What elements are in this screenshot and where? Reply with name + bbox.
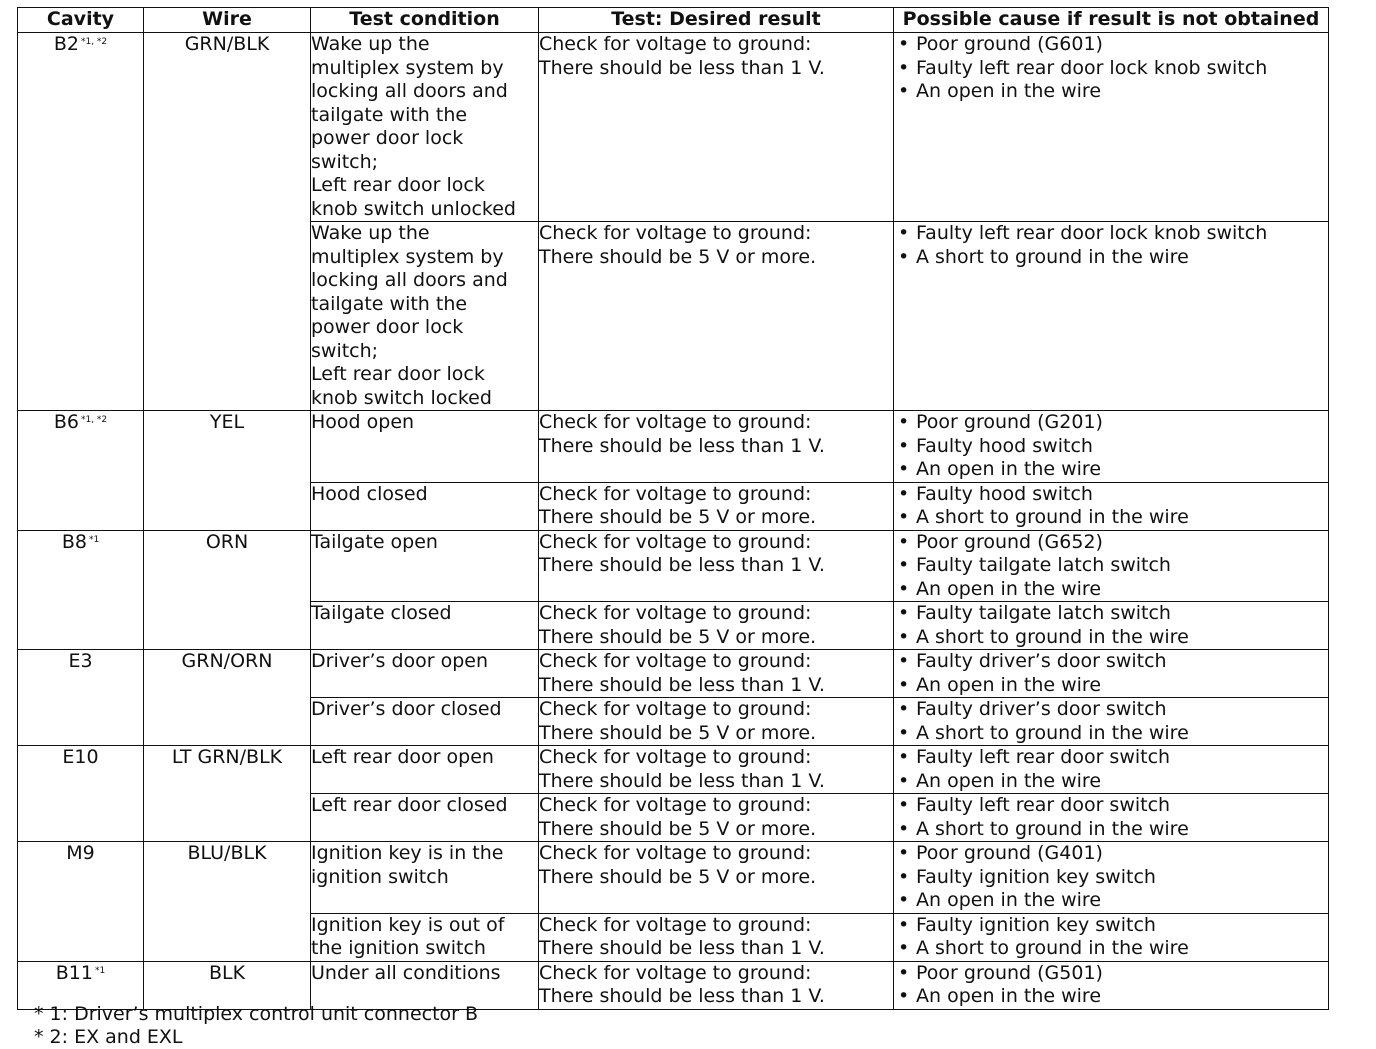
header-desired-result: Test: Desired result	[539, 8, 894, 33]
cause-list	[894, 602, 1328, 649]
cavity-cell	[18, 842, 144, 962]
cause-item: • Faulty ignition key switch	[894, 914, 1328, 938]
cavity-cell	[18, 33, 144, 411]
cause-item: • An open in the wire	[894, 674, 1328, 698]
desired-result-cell	[539, 602, 894, 650]
desired-result-line: Check for voltage to ground:	[539, 482, 812, 505]
possible-cause-cell	[894, 530, 1329, 602]
desired-result-cell	[539, 530, 894, 602]
desired-result-line: There should be 5 V or more.	[539, 625, 817, 648]
wire-cell: LT GRN/BLK	[144, 746, 311, 842]
diagnostic-table	[17, 7, 1329, 1010]
cause-item: • A short to ground in the wire	[894, 246, 1328, 270]
desired-result-line: There should be 5 V or more.	[539, 506, 817, 528]
wire-cell: GRN/ORN	[144, 650, 311, 746]
test-condition-cell	[311, 602, 539, 650]
cause-list	[894, 531, 1328, 602]
desired-result-line: There should be 5 V or more.	[539, 721, 817, 744]
desired-result-cell	[539, 482, 894, 530]
test-condition-line: Hood closed	[311, 482, 428, 505]
test-condition-cell	[311, 33, 539, 222]
cause-item: • Poor ground (G652)	[894, 531, 1328, 555]
desired-result-cell	[539, 222, 894, 411]
footnote-line: * 1: Driver’s multiplex control unit connector B	[34, 1003, 479, 1025]
desired-result-line: There should be less than 1 V.	[539, 769, 825, 792]
header-test-condition: Test condition	[311, 8, 539, 33]
cavity-cell	[18, 411, 144, 531]
possible-cause-cell	[894, 794, 1329, 842]
desired-result-line: There should be less than 1 V.	[539, 937, 825, 959]
cavity-cell	[18, 530, 144, 650]
desired-result-line: Check for voltage to ground:	[539, 222, 812, 244]
possible-cause-cell	[894, 33, 1329, 222]
cause-list	[894, 746, 1328, 793]
cause-list	[894, 914, 1328, 961]
test-condition-line: tailgate with the	[311, 103, 468, 126]
test-condition-cell	[311, 698, 539, 746]
desired-result-line: There should be 5 V or more.	[539, 817, 817, 840]
table-row	[18, 411, 1329, 483]
test-condition-line: Under all conditions	[311, 961, 501, 984]
desired-result-line: Check for voltage to ground:	[539, 530, 812, 553]
test-condition-line: knob switch locked	[311, 386, 492, 409]
desired-result-line: Check for voltage to ground:	[539, 913, 812, 936]
test-condition-line: multiplex system by	[311, 245, 504, 268]
cause-item: • Faulty left rear door lock knob switch	[894, 57, 1328, 81]
test-condition-line: locking all doors and	[311, 80, 508, 102]
cause-list	[894, 222, 1328, 269]
footnotes	[34, 1003, 478, 1049]
cause-item: • Faulty driver’s door switch	[894, 650, 1328, 674]
cause-item: • An open in the wire	[894, 985, 1328, 1009]
table-body	[18, 33, 1329, 1010]
cause-item: • Poor ground (G501)	[894, 962, 1328, 986]
wire-cell: BLK	[144, 961, 311, 1009]
cause-item: • Faulty tailgate latch switch	[894, 602, 1328, 626]
footnote-line: * 2: EX and EXL	[34, 1026, 183, 1048]
test-condition-line: Hood open	[311, 411, 415, 433]
test-condition-line: power door lock	[311, 127, 464, 149]
test-condition-cell	[311, 222, 539, 411]
desired-result-line: Check for voltage to ground:	[539, 411, 812, 433]
test-condition-line: Tailgate open	[311, 530, 438, 553]
desired-result-line: Check for voltage to ground:	[539, 650, 812, 672]
test-condition-cell	[311, 530, 539, 602]
cause-item: • A short to ground in the wire	[894, 506, 1328, 530]
header-possible-cause: Possible cause if result is not obtained	[894, 8, 1329, 33]
test-condition-line: multiplex system by	[311, 56, 504, 79]
test-condition-line: Driver’s door closed	[311, 698, 502, 720]
cause-item: • An open in the wire	[894, 770, 1328, 794]
possible-cause-cell	[894, 961, 1329, 1009]
cause-item: • A short to ground in the wire	[894, 937, 1328, 961]
test-condition-line: the ignition switch	[311, 937, 486, 959]
header-wire: Wire	[144, 8, 311, 33]
cause-item: • Faulty left rear door lock knob switch	[894, 222, 1328, 246]
cause-item: • A short to ground in the wire	[894, 722, 1328, 746]
possible-cause-cell	[894, 650, 1329, 698]
possible-cause-cell	[894, 222, 1329, 411]
cavity-cell	[18, 961, 144, 1009]
test-condition-cell	[311, 913, 539, 961]
desired-result-line: Check for voltage to ground:	[539, 746, 812, 768]
desired-result-line: Check for voltage to ground:	[539, 602, 812, 624]
test-condition-line: switch;	[311, 339, 379, 362]
table-row	[18, 530, 1329, 602]
desired-result-line: There should be 5 V or more.	[539, 245, 817, 268]
test-condition-line: Ignition key is in the	[311, 842, 504, 864]
desired-result-line: Check for voltage to ground:	[539, 794, 812, 816]
table-row	[18, 961, 1329, 1009]
cause-list	[894, 794, 1328, 841]
desired-result-line: There should be less than 1 V.	[539, 56, 825, 79]
possible-cause-cell	[894, 602, 1329, 650]
cause-item: • Faulty ignition key switch	[894, 866, 1328, 890]
possible-cause-cell	[894, 913, 1329, 961]
desired-result-cell	[539, 698, 894, 746]
test-condition-cell	[311, 842, 539, 914]
test-condition-line: Left rear door lock	[311, 174, 485, 196]
cause-item: • An open in the wire	[894, 889, 1328, 913]
wire-cell: BLU/BLK	[144, 842, 311, 962]
header-cavity: Cavity	[18, 8, 144, 33]
cavity-label: E3	[68, 650, 93, 672]
cause-item: • Faulty left rear door switch	[894, 794, 1328, 818]
test-condition-cell	[311, 411, 539, 483]
desired-result-cell	[539, 746, 894, 794]
wire-cell: YEL	[144, 411, 311, 531]
table-row	[18, 842, 1329, 914]
desired-result-line: Check for voltage to ground:	[539, 33, 812, 55]
cause-item: • A short to ground in the wire	[894, 626, 1328, 650]
test-condition-line: knob switch unlocked	[311, 197, 516, 220]
cause-item: • Faulty tailgate latch switch	[894, 554, 1328, 578]
cause-item: • An open in the wire	[894, 458, 1328, 482]
cause-list	[894, 962, 1328, 1009]
test-condition-line: Left rear door closed	[311, 794, 508, 816]
cause-item: • Faulty driver’s door switch	[894, 698, 1328, 722]
table-row	[18, 33, 1329, 222]
cause-item: • Poor ground (G201)	[894, 411, 1328, 435]
cavity-label: B8	[61, 530, 87, 553]
test-condition-line: Wake up the	[311, 33, 430, 55]
desired-result-line: There should be less than 1 V.	[539, 554, 825, 576]
possible-cause-cell	[894, 698, 1329, 746]
cavity-label: B2	[53, 33, 79, 55]
possible-cause-cell	[894, 482, 1329, 530]
desired-result-cell	[539, 650, 894, 698]
test-condition-line: Ignition key is out of	[311, 913, 505, 936]
test-condition-line: tailgate with the	[311, 292, 468, 315]
possible-cause-cell	[894, 411, 1329, 483]
table-header-row	[18, 8, 1329, 33]
cause-list	[894, 842, 1328, 913]
wire-cell: ORN	[144, 530, 311, 650]
test-condition-cell	[311, 746, 539, 794]
cause-item: • An open in the wire	[894, 80, 1328, 104]
test-condition-line: Tailgate closed	[311, 602, 452, 624]
cavity-label: B11	[55, 961, 93, 984]
test-condition-cell	[311, 482, 539, 530]
table-row	[18, 650, 1329, 698]
wire-cell: GRN/BLK	[144, 33, 311, 411]
cavity-footnote-ref: *1	[88, 534, 100, 545]
desired-result-line: Check for voltage to ground:	[539, 842, 812, 864]
cause-list	[894, 698, 1328, 745]
cause-list	[894, 411, 1328, 482]
desired-result-cell	[539, 913, 894, 961]
diagnostic-document	[17, 7, 1329, 1048]
test-condition-line: Left rear door lock	[311, 363, 485, 385]
desired-result-line: Check for voltage to ground:	[539, 961, 812, 984]
test-condition-line: ignition switch	[311, 865, 449, 888]
test-condition-cell	[311, 961, 539, 1009]
cause-item: • Poor ground (G401)	[894, 842, 1328, 866]
cause-list	[894, 650, 1328, 697]
cavity-label: M9	[66, 842, 95, 864]
test-condition-line: locking all doors and	[311, 269, 508, 291]
desired-result-cell	[539, 794, 894, 842]
cavity-label: E10	[62, 746, 99, 768]
cause-item: • An open in the wire	[894, 578, 1328, 602]
test-condition-line: switch;	[311, 150, 379, 173]
cavity-cell	[18, 746, 144, 842]
desired-result-line: There should be less than 1 V.	[539, 985, 825, 1007]
desired-result-cell	[539, 411, 894, 483]
desired-result-line: Check for voltage to ground:	[539, 698, 812, 720]
cavity-cell	[18, 650, 144, 746]
cavity-footnote-ref: *1	[94, 965, 106, 976]
test-condition-cell	[311, 650, 539, 698]
desired-result-cell	[539, 961, 894, 1009]
test-condition-line: Wake up the	[311, 222, 430, 244]
table-row	[18, 746, 1329, 794]
cause-list	[894, 483, 1328, 530]
test-condition-line: Driver’s door open	[311, 650, 489, 672]
desired-result-cell	[539, 33, 894, 222]
cavity-footnote-ref: *1, *2	[80, 37, 108, 47]
desired-result-line: There should be less than 1 V.	[539, 434, 825, 457]
cavity-footnote-ref: *1, *2	[80, 415, 108, 425]
cause-item: • Faulty hood switch	[894, 483, 1328, 507]
possible-cause-cell	[894, 842, 1329, 914]
desired-result-cell	[539, 842, 894, 914]
cause-item: • Faulty left rear door switch	[894, 746, 1328, 770]
cause-item: • Poor ground (G601)	[894, 33, 1328, 57]
cavity-label: B6	[53, 411, 79, 433]
desired-result-line: There should be less than 1 V.	[539, 673, 825, 696]
desired-result-line: There should be 5 V or more.	[539, 865, 817, 888]
test-condition-line: power door lock	[311, 316, 464, 338]
possible-cause-cell	[894, 746, 1329, 794]
test-condition-cell	[311, 794, 539, 842]
cause-item: • A short to ground in the wire	[894, 818, 1328, 842]
cause-list	[894, 33, 1328, 104]
test-condition-line: Left rear door open	[311, 746, 494, 768]
cause-item: • Faulty hood switch	[894, 435, 1328, 459]
